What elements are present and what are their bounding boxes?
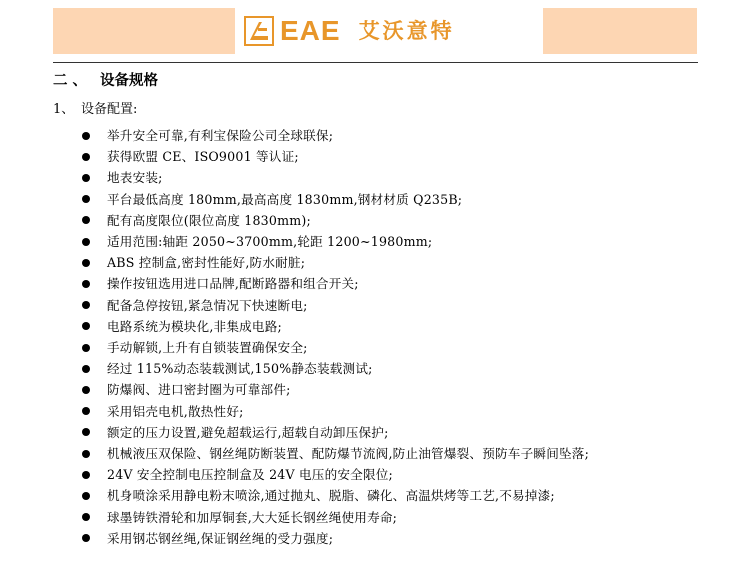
list-item-text: 举升安全可靠,有利宝保险公司全球联保;	[107, 128, 334, 143]
bullet-icon	[82, 216, 90, 224]
brand-logo	[244, 14, 455, 48]
list-item	[0, 146, 750, 167]
bullet-icon	[82, 132, 90, 140]
bullet-icon	[82, 450, 90, 458]
list-item	[0, 189, 750, 210]
list-item	[0, 210, 750, 231]
list-item	[0, 167, 750, 188]
subsection-heading	[53, 101, 137, 119]
list-item-text: 防爆阀、进口密封圈为可靠部件;	[107, 382, 291, 398]
bullet-icon	[82, 344, 90, 352]
list-item-text: 适用范围:轴距 2050~3700mm,轮距 1200~1980mm;	[107, 234, 433, 250]
list-item	[0, 316, 750, 337]
bullet-icon	[82, 195, 90, 203]
list-item-text: 获得欧盟 CE、ISO9001 等认证;	[107, 149, 299, 165]
bullet-icon	[82, 471, 90, 479]
header-band-left	[53, 8, 235, 54]
list-item-text: 采用钢芯钢丝绳,保证钢丝绳的受力强度;	[107, 530, 334, 546]
list-item	[0, 295, 750, 316]
list-item-text: 机身喷涂采用静电粉末喷涂,通过抛丸、脱脂、磷化、高温烘烤等工艺,不易掉漆;	[107, 488, 555, 504]
list-item-text: 操作按钮选用进口品牌,配断路器和组合开关;	[107, 276, 359, 292]
bullet-icon	[82, 280, 90, 288]
list-item-text: 电路系统为模块化,非集成电路;	[107, 318, 282, 334]
bullet-icon	[82, 322, 90, 330]
bullet-icon	[82, 259, 90, 267]
subsection-number: 1、	[53, 102, 75, 117]
list-item	[0, 379, 750, 400]
list-item-text: 配有高度限位(限位高度 1830mm);	[107, 212, 311, 228]
header-divider	[53, 62, 698, 63]
list-item	[0, 337, 750, 358]
bullet-icon	[82, 174, 90, 182]
list-item-text: 24V 安全控制电压控制盒及 24V 电压的安全限位;	[107, 467, 393, 483]
list-item	[0, 443, 750, 464]
brand-mark-icon	[244, 16, 274, 46]
bullet-icon	[82, 301, 90, 309]
bullet-icon	[82, 386, 90, 394]
list-item	[0, 485, 750, 506]
list-item	[0, 252, 750, 273]
list-item-text: 额定的压力设置,避免超载运行,超载自动卸压保护;	[107, 424, 389, 440]
list-item	[0, 273, 750, 294]
section-title: 设备规格	[100, 73, 158, 89]
list-item-text: ABS 控制盒,密封性能好,防水耐脏;	[107, 255, 306, 271]
list-item-text: 手动解锁,上升有自锁装置确保安全;	[107, 340, 308, 356]
brand-name-en: EAE	[280, 15, 341, 46]
bullet-icon	[82, 534, 90, 542]
list-item-text: 地表安装;	[107, 170, 163, 186]
list-item	[0, 231, 750, 252]
list-item	[0, 358, 750, 379]
brand-name-cn: 艾沃意特	[358, 19, 455, 43]
bullet-icon	[82, 492, 90, 500]
list-item-text: 经过 115%动态装载测试,150%静态装载测试;	[107, 361, 373, 377]
header-band-right	[543, 8, 697, 54]
bullet-icon	[82, 428, 90, 436]
list-item	[0, 125, 750, 146]
bullet-icon	[82, 153, 90, 161]
bullet-icon	[82, 365, 90, 373]
list-item-text: 机械液压双保险、钢丝绳防断装置、配防爆节流阀,防止油管爆裂、预防车子瞬间坠落;	[107, 446, 590, 462]
list-item-text: 配备急停按钮,紧急情况下快速断电;	[107, 297, 308, 313]
list-item	[0, 528, 750, 549]
section-number: 二 、	[53, 73, 88, 89]
feature-list	[0, 125, 750, 549]
bullet-icon	[82, 513, 90, 521]
list-item	[0, 401, 750, 422]
list-item	[0, 507, 750, 528]
bullet-icon	[82, 407, 90, 415]
section-heading	[53, 71, 158, 91]
bullet-icon	[82, 238, 90, 246]
list-item-text: 平台最低高度 180mm,最高高度 1830mm,钢材材质 Q235B;	[107, 191, 463, 207]
subsection-title: 设备配置:	[81, 102, 138, 117]
list-item-text: 采用铝壳电机,散热性好;	[107, 403, 244, 419]
list-item	[0, 422, 750, 443]
list-item-text: 球墨铸铁滑轮和加厚铜套,大大延长钢丝绳使用寿命;	[107, 509, 398, 525]
list-item	[0, 464, 750, 485]
